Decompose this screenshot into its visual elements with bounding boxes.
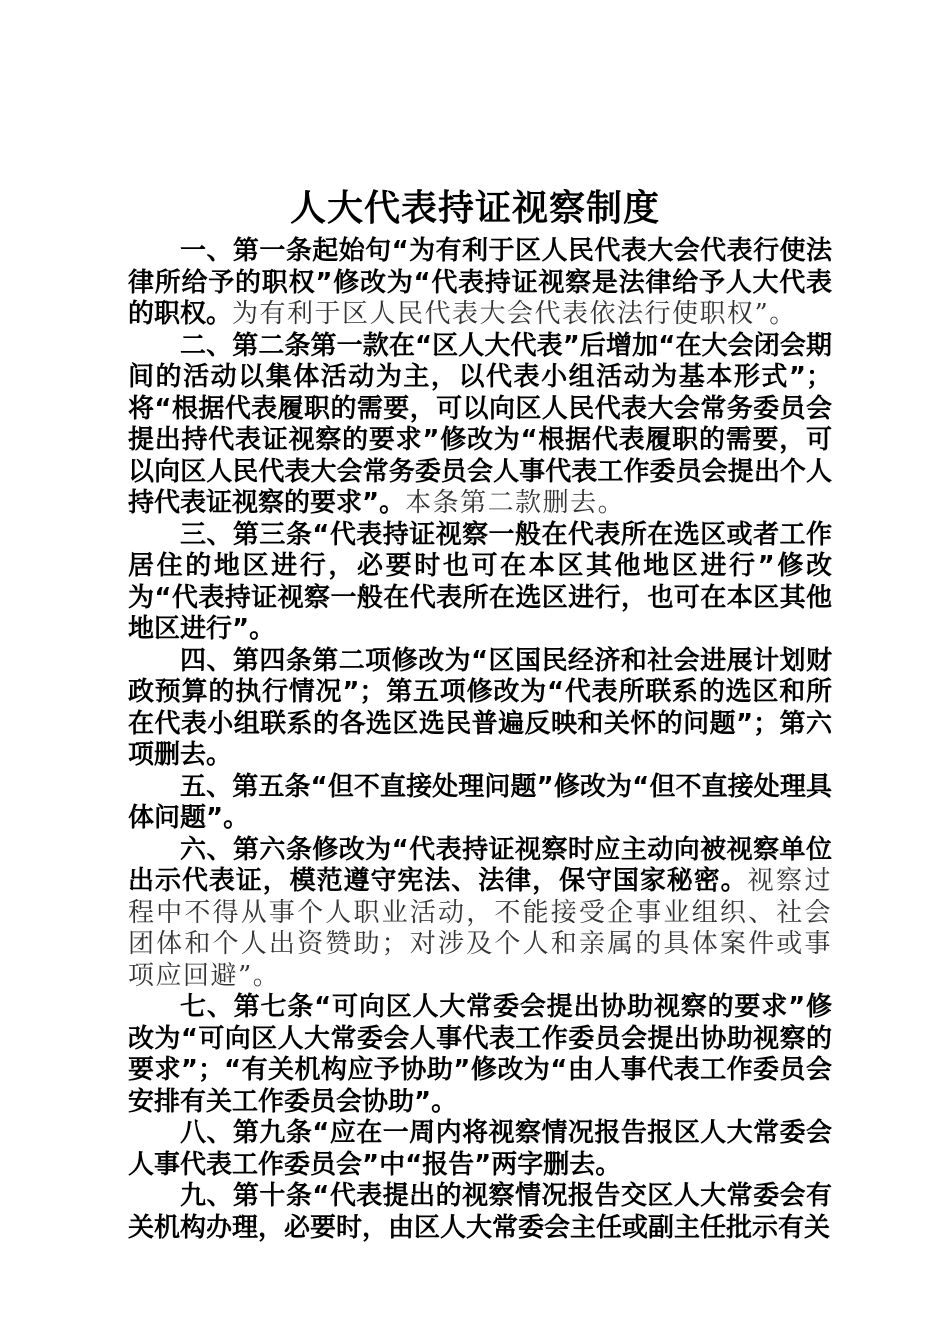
document-title: 人大代表持证视察制度 — [289, 187, 660, 229]
paragraph-text: 八、第九条“应在一周内将视察情况报告报区人大常委会人事代表工作委员会”中“报告”两字删去。 — [128, 1118, 832, 1180]
paragraph-6 — [128, 835, 832, 993]
paragraph-3 — [128, 520, 832, 646]
paragraph-5 — [128, 772, 832, 835]
paragraph-1 — [128, 236, 832, 331]
paragraph-8 — [128, 1118, 832, 1181]
paragraph-text: 五、第五条“但不直接处理问题”修改为“但不直接处理具体问题”。 — [128, 771, 832, 833]
paragraph-2 — [128, 331, 832, 520]
paragraph-7 — [128, 992, 832, 1118]
paragraph-text: 九、第十条“代表提出的视察情况报告交区人大常委会有关机构办理，必要时，由区人大常委会主任或副主任批示有关 — [128, 1181, 832, 1243]
paragraph-text: 四、第四条第二项修改为“区国民经济和社会进展计划财政预算的执行情况”；第五项修改为“代表所联系的选区和所在代表小组联系的各选区选民普遍反映和关怀的问题”；第六项删去。 — [128, 645, 832, 770]
paragraph-4 — [128, 646, 832, 772]
paragraph-text: 六、第六条修改为“代表持证视察时应主动向被视察单位出示代表证，模范遵守宪法、法律，保守国家秘密。 — [128, 834, 832, 896]
paragraph-light-text: 视察过程中不得从事个人职业活动，不能接受企事业组织、社会团体和个人出资赞助；对涉及个人和亲属的具体案件或事项应回避”。 — [128, 866, 832, 991]
paragraph-text: 二、第二条第一款在“区人大代表”后增加“在大会闭会期间的活动以集体活动为主，以代表小组活动为基本形式”；将“根据代表履职的需要，可以向区人民代表大会常务委员会提出持代表证视察的要求”修改为“根据代表履职的需要，可以向区人民代表大会常务委员会人事代表工作委员会提出个人持代表证视察的要求”。 — [128, 330, 832, 518]
paragraph-text: 七、第七条“可向区人大常委会提出协助视察的要求”修改为“可向区人大常委会人事代表工作委员会提出协助视察的要求”；“有关机构应予协助”修改为“由人事代表工作委员会安排有关工作委员会协助”。 — [128, 992, 832, 1117]
paragraph-9 — [128, 1181, 832, 1244]
paragraph-text: 一、第一条起始句“为有利于区人民代表大会代表行使法律所给予的职权”修改为“代表持证视察是法律给予人大代表的职权。 — [128, 236, 832, 329]
paragraph-light-text: 本条第二款删去。 — [405, 488, 626, 518]
paragraph-text: 三、第三条“代表持证视察一般在代表所在选区或者工作居住的地区进行，必要时也可在本区其他地区进行”修改为“代表持证视察一般在代表所在选区进行，也可在本区其他地区进行”。 — [128, 519, 832, 644]
paragraph-light-text: 为有利于区人民代表大会代表依法行使职权”。 — [232, 299, 797, 329]
document-body — [128, 236, 832, 1244]
